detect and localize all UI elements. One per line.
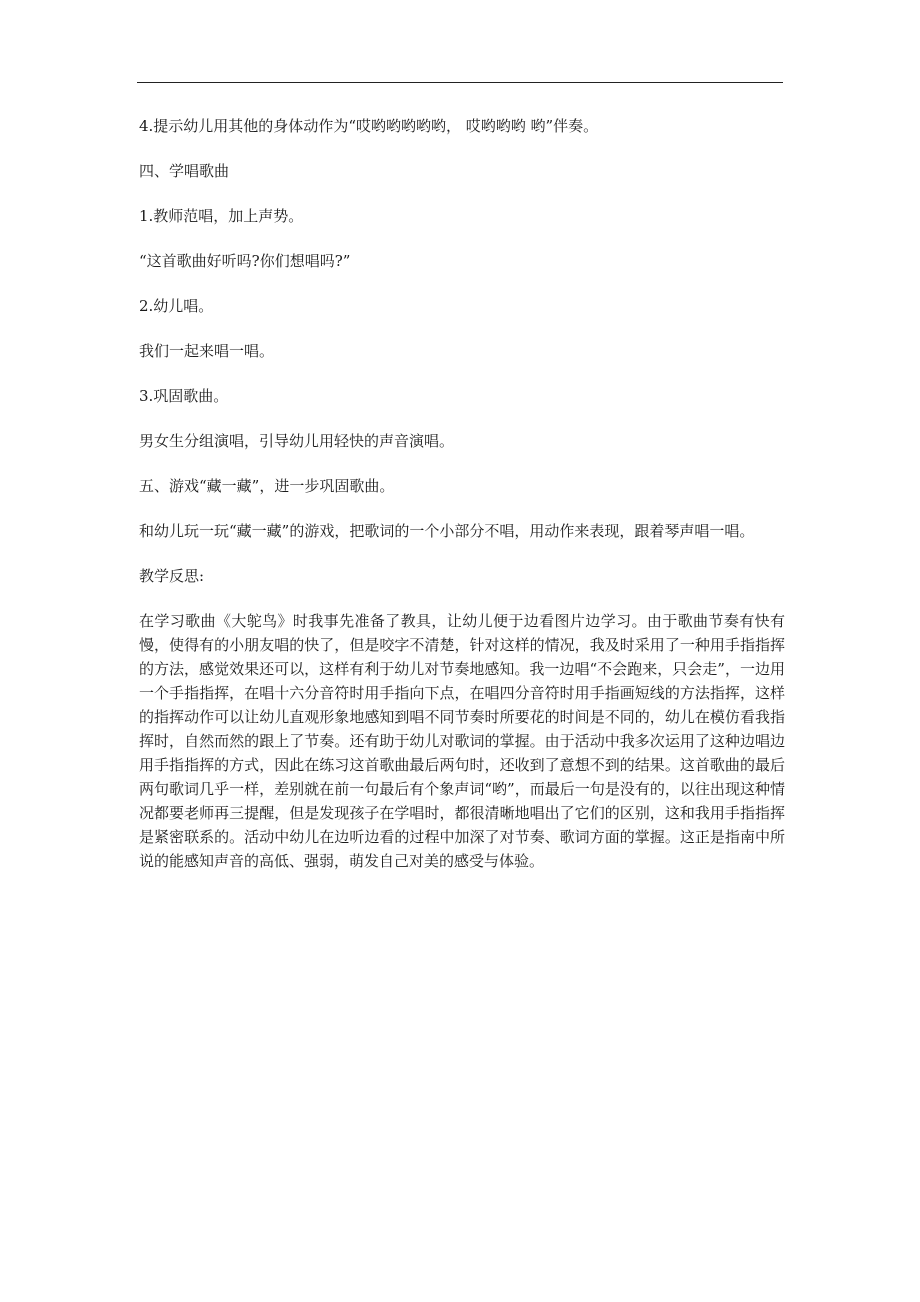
header-rule xyxy=(137,82,783,83)
teacher-question-quote: “这首歌曲好听吗?你们想唱吗?” xyxy=(139,252,351,270)
section-heading-game: 五、游戏“藏一藏”，进一步巩固歌曲。 xyxy=(139,477,395,495)
reflection-heading: 教学反思: xyxy=(139,567,205,585)
step-1-teacher-demo: 1.教师范唱，加上声势。 xyxy=(139,207,304,225)
step-2-children-sing: 2.幼儿唱。 xyxy=(139,297,214,315)
reflection-body: 在学习歌曲《大鸵鸟》时我事先准备了教具，让幼儿便于边看图片边学习。由于歌曲节奏有快有慢，使得有的小朋友唱的快了，但是咬字不清楚，针对这样的情况，我及时采用了一种用手指指挥的方法，感觉效果还可以，这样有利于幼儿对节奏地感知。我一边唱“不会跑来，只会走”，一边用一个手指指挥，在唱十六分音符时用手指向下点，在唱四分音符时用手指画短线的方法指挥，这样的指挥动作可以让幼儿直观形象地感知到唱不同节奏时所要花的时间是不同的，幼儿在模仿看我指挥时，自然而然的跟上了节奏。还有助于幼儿对歌词的掌握。由于活动中我多次运用了这种边唱边用手指指挥的方式，因此在练习这首歌曲最后两句时，还收到了意想不到的结果。这首歌曲的最后两句歌词几乎一样，差别就在前一句最后有个象声词“哟”，而最后一句是没有的，以往出现这种情况都要老师再三提醒，但是发现孩子在学唱时，都很清晰地唱出了它们的区别，这和我用手指指挥是紧密联系的。活动中幼儿在边听边看的过程中加深了对节奏、歌词方面的掌握。这正是指南中所说的能感知声音的高低、强弱，萌发自己对美的感受与体验。 xyxy=(139,612,785,870)
section-heading-learn-song: 四、学唱歌曲 xyxy=(139,162,230,180)
group-singing-text: 男女生分组演唱，引导幼儿用轻快的声音演唱。 xyxy=(139,432,455,450)
sing-together-text: 我们一起来唱一唱。 xyxy=(139,342,275,360)
step-3-consolidate: 3.巩固歌曲。 xyxy=(139,387,229,405)
step-4-body-percussion: 4.提示幼儿用其他的身体动作为“哎哟哟哟哟哟， 哎哟哟哟 哟”伴奏。 xyxy=(139,117,599,135)
game-description: 和幼儿玩一玩“藏一藏”的游戏，把歌词的一个小部分不唱，用动作来表现，跟着琴声唱一唱。 xyxy=(139,522,755,540)
document-body xyxy=(139,114,785,894)
